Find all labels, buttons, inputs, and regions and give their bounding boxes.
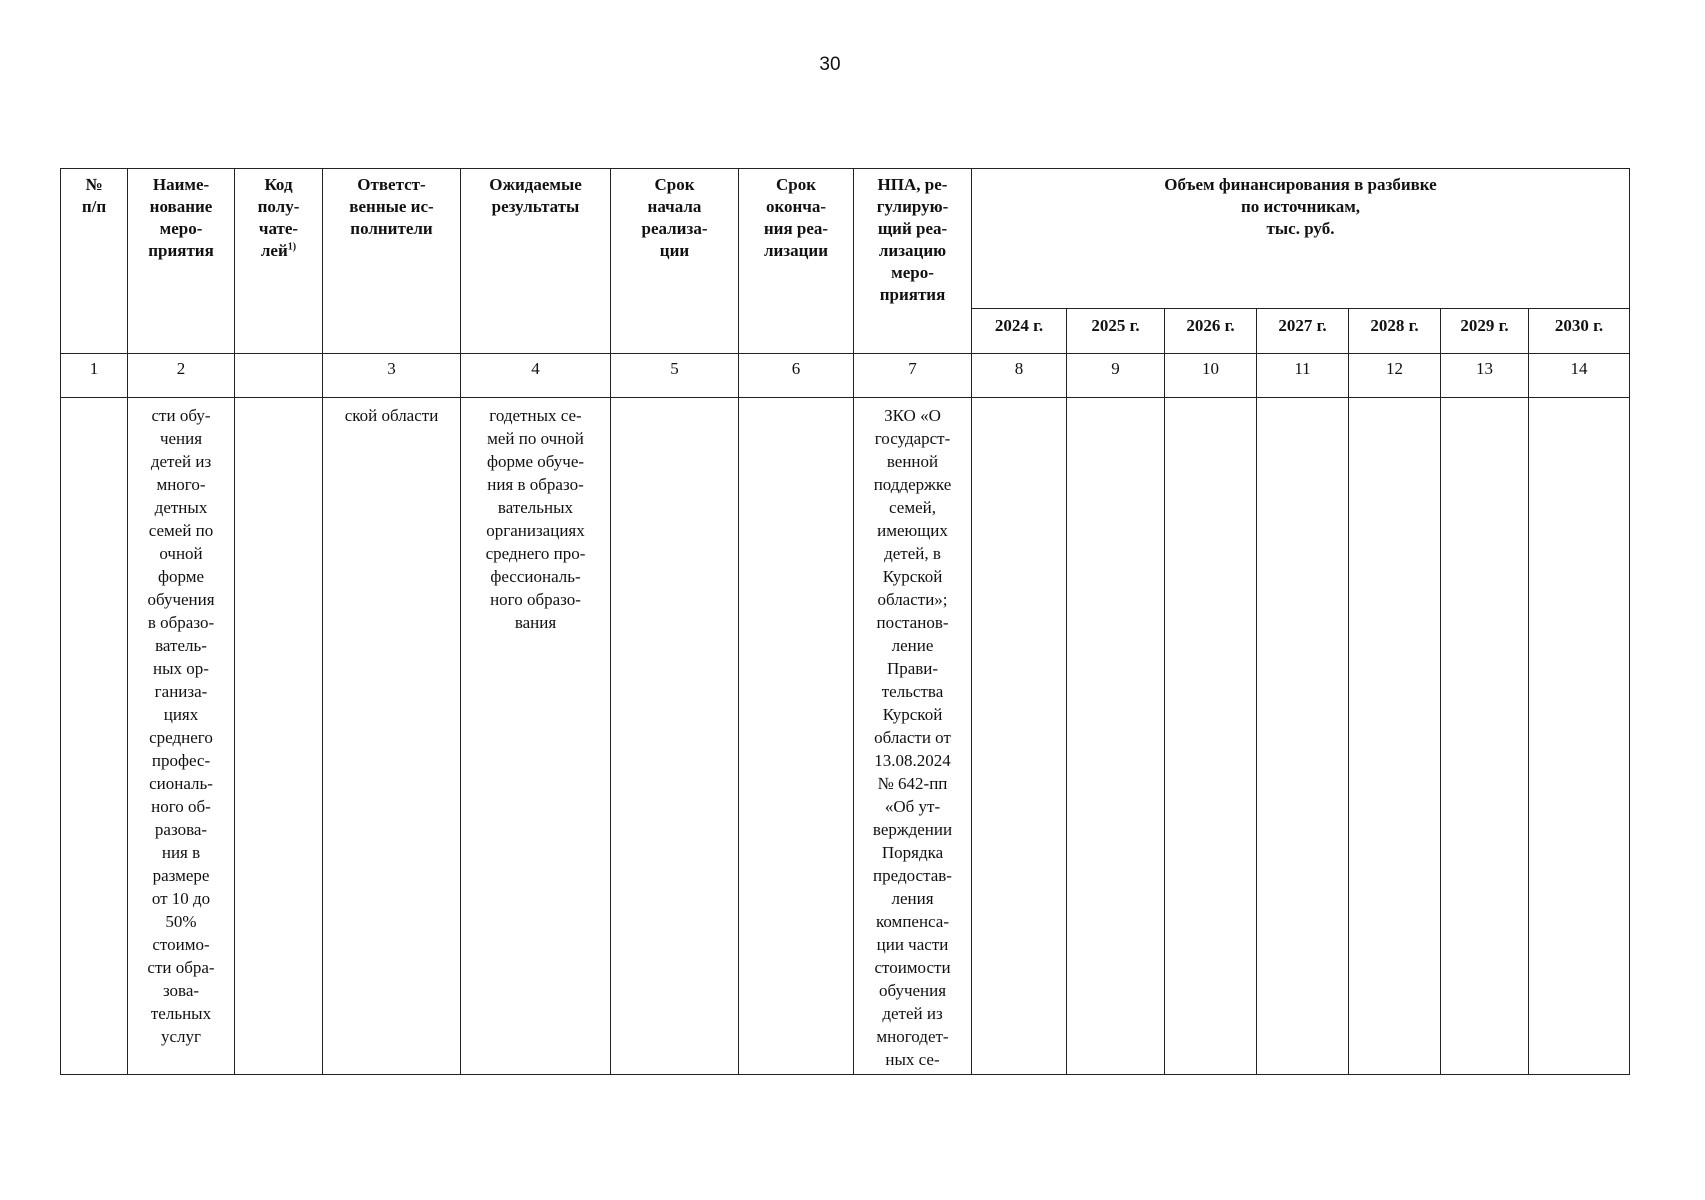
header-row [61, 169, 1630, 309]
cell-start-date [611, 398, 739, 1075]
cell-funding-2024 [972, 398, 1067, 1075]
header-year-2025: 2025 г. [1067, 309, 1165, 354]
header-funding: Объем финансирования в разбивке по источникам, тыс. руб. [972, 169, 1630, 309]
cell-expected-results: годетных се- мей по очной форме обуче- ния в образо- вательных организациях среднего про- фессиональ- ного образо- вания [461, 398, 611, 1075]
cell-funding-2028 [1349, 398, 1441, 1075]
column-number-row [61, 354, 1630, 398]
cell-funding-2030 [1529, 398, 1630, 1075]
cell-recipient-code [235, 398, 323, 1075]
header-year-2027: 2027 г. [1257, 309, 1349, 354]
cell-npa: ЗКО «О государст- венной поддержке семей, имеющих детей, в Курской области»; постанов- ление Прави- тельства Курской области от 13.08.2024 № 642-пп «Об ут- верждении Порядка предостав- ления компенса- ции части стоимости обучения детей из многодет- ных се- [854, 398, 972, 1075]
header-end-date: Срок оконча- ния реа- лизации [739, 169, 854, 354]
page-number: 30 [819, 54, 841, 75]
header-year-2030: 2030 г. [1529, 309, 1630, 354]
header-year-2026: 2026 г. [1165, 309, 1257, 354]
cell-funding-2025 [1067, 398, 1165, 1075]
table-row [61, 398, 1630, 1075]
cell-number [61, 398, 128, 1075]
cell-responsible: ской области [323, 398, 461, 1075]
column-number: 6 [739, 354, 854, 398]
header-year-2028: 2028 г. [1349, 309, 1441, 354]
cell-funding-2026 [1165, 398, 1257, 1075]
header-year-2024: 2024 г. [972, 309, 1067, 354]
column-number: 2 [128, 354, 235, 398]
header-recipient-code-text: Код полу- чате- лей [257, 175, 300, 260]
column-number: 8 [972, 354, 1067, 398]
header-responsible: Ответст- венные ис- полнители [323, 169, 461, 354]
footnote-marker: 1) [287, 241, 297, 253]
column-number: 5 [611, 354, 739, 398]
column-number: 9 [1067, 354, 1165, 398]
column-number: 13 [1441, 354, 1529, 398]
cell-activity-name: сти обу- чения детей из много- детных семей по очной форме обучения в образо- ватель- ных ор- ганиза- циях среднего профес- сиональ- ного об- разова- ния в размере от 10 до 50% стоимо- сти обра- зова- тельных услуг [128, 398, 235, 1075]
program-activities-table [60, 168, 1630, 1075]
column-number: 10 [1165, 354, 1257, 398]
column-number: 14 [1529, 354, 1630, 398]
cell-end-date [739, 398, 854, 1075]
header-recipient-code [235, 169, 323, 354]
column-number [235, 354, 323, 398]
header-year-2029: 2029 г. [1441, 309, 1529, 354]
column-number: 3 [323, 354, 461, 398]
header-expected-results: Ожидаемые результаты [461, 169, 611, 354]
cell-funding-2027 [1257, 398, 1349, 1075]
header-activity-name: Наиме- нование меро- приятия [128, 169, 235, 354]
header-number: № п/п [61, 169, 128, 354]
column-number: 11 [1257, 354, 1349, 398]
cell-funding-2029 [1441, 398, 1529, 1075]
column-number: 7 [854, 354, 972, 398]
header-npa: НПА, ре- гулирую- щий реа- лизацию меро- приятия [854, 169, 972, 354]
column-number: 12 [1349, 354, 1441, 398]
column-number: 1 [61, 354, 128, 398]
header-start-date: Срок начала реализа- ции [611, 169, 739, 354]
column-number: 4 [461, 354, 611, 398]
